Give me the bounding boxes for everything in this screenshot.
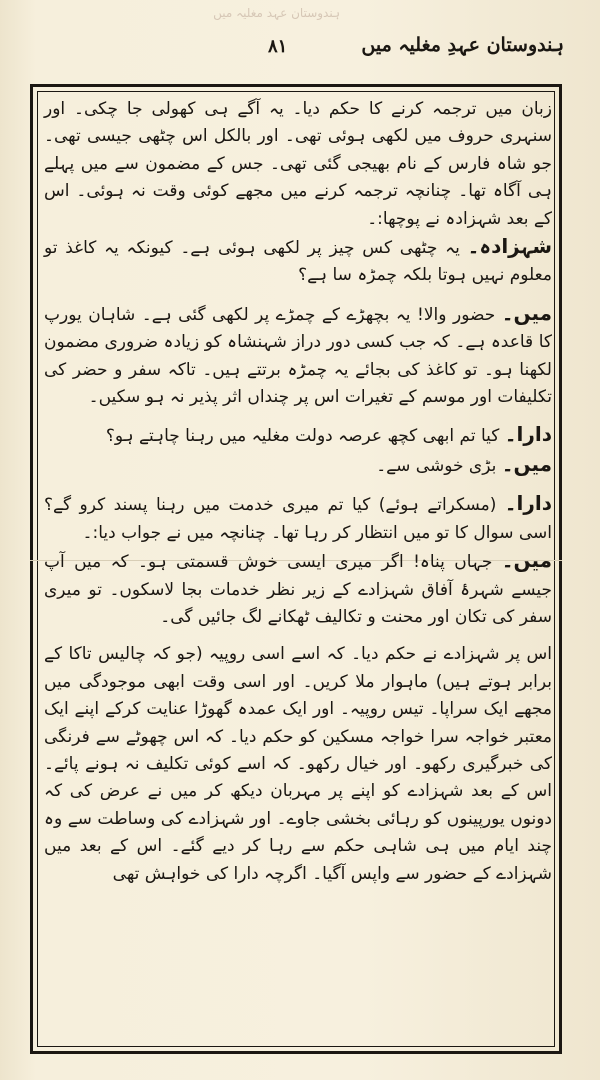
paragraph-8: اس پر شہزادے نے حکم دیا۔ کہ اسے اسی روپیہ (جو کہ چالیس تاکا کے برابر ہوتے ہیں) ماہوار ملا کریں۔ اور اسی وقت ابھی موجودگی میں مجھے ایک سراپا۔ تیس روپیہ۔ اور ایک عمدہ گھوڑا عنایت کرکے اپنے ایک معتبر خواجہ سرا خواجہ مسکین کو حکم دیا۔ کہ اس چھوٹے سے فرنگی کی خبرگیری رکھو۔ اور خیال رکھو۔ کہ اسے کوئی تکلیف نہ ہونے پائے۔ اس کے بعد شہزادے کو اپنے پر مہربان دیکھ کر میں نے عرض کی کہ دونوں یورپینوں کو رہائی بخشی جاوے۔ اور شہزادے کی وساطت سے وہ چند ایام میں ہی شاہی حکم سے رہا کر دیے گئے۔ اس کے بعد میں شہزادے کے حضور سے واپس آگیا۔ اگرچہ دارا کی خواہش تھی xyxy=(44,644,552,884)
running-title: ہندوستان عہدِ مغلیہ میں xyxy=(361,34,564,56)
paragraph-4 xyxy=(44,421,552,450)
speaker-label: دارا۔ xyxy=(504,422,552,447)
paragraph-1: زبان میں ترجمہ کرنے کا حکم دیا۔ یہ آگے ہی کھولی جا چکی۔ اور سنہری حروف میں لکھی ہوئی تھی۔ اور بالکل اس چٹھی جیسی تھی۔ جو شاہ فارس کے نام بھیجی گئی تھی۔ جس کے مضمون سے میں پہلے ہی آگاہ تھا۔ چنانچہ ترجمہ کرنے میں مجھے کوئی وقت نہ ہوئی۔ اس کے بعد شہزادہ نے پوچھا:۔ xyxy=(44,99,552,229)
speaker-label: میں۔ xyxy=(501,451,552,476)
paragraph-2 xyxy=(44,233,552,290)
speaker-label: دارا۔ xyxy=(504,491,553,516)
speaker-label: شہزادہ۔ xyxy=(467,234,553,259)
dialogue-text: حضور والا! یہ بچھڑے کے چمڑے پر لکھی گئی ہے۔ شاہان یورپ کا قاعدہ ہے۔ کہ جب کسی دور دراز شہنشاہ کو زیادہ ضروری مضمون لکھنا ہو۔ تو کاغذ کی بجائے یہ چمڑہ برتتے ہیں۔ تاکہ سفر و حضر کی تکلیفات اور موسم کے تغیرات اس پر چنداں اثر پذیر نہ ہو سکیں۔ xyxy=(44,304,552,408)
dialogue-text: (مسکراتے ہوئے) کیا تم میری خدمت میں رہنا پسند کرو گے؟ اسی سوال کا تو میں انتظار کر رہا تھا۔ چنانچہ میں نے جواب دیا:۔ xyxy=(44,495,552,543)
speaker-label: میں۔ xyxy=(501,548,552,573)
dialogue-text: بڑی خوشی سے۔ xyxy=(376,455,497,476)
paragraph-5 xyxy=(44,451,552,480)
paragraph-7 xyxy=(44,547,552,631)
dialogue-text: جہاں پناہ! اگر میری ایسی خوش قسمتی ہو۔ کہ میں آپ جیسے شہرۂ آفاق شہزادے کے زیر نظر خدمات بجا لاسکوں۔ تو میری سفر کی تکان اور محنت و تکالیف ٹھکانے لگ جائیں گی۔ xyxy=(44,552,552,627)
paragraph-3 xyxy=(44,300,552,412)
bleed-through-text: ہندوستان عہد مغلیہ میں xyxy=(213,6,340,20)
dialogue-text: یہ چٹھی کس چیز پر لکھی ہوئی ہے۔ کیونکہ یہ کاغذ تو معلوم نہیں ہوتا بلکہ چمڑہ سا ہے؟ xyxy=(44,238,552,286)
speaker-label: میں۔ xyxy=(501,300,553,325)
dialogue-text: کیا تم ابھی کچھ عرصہ دولت مغلیہ میں رہنا چاہتے ہو؟ xyxy=(105,426,500,447)
body-text xyxy=(44,96,552,1046)
page-number: ۸۱ xyxy=(268,36,288,57)
paragraph-6 xyxy=(44,490,552,547)
